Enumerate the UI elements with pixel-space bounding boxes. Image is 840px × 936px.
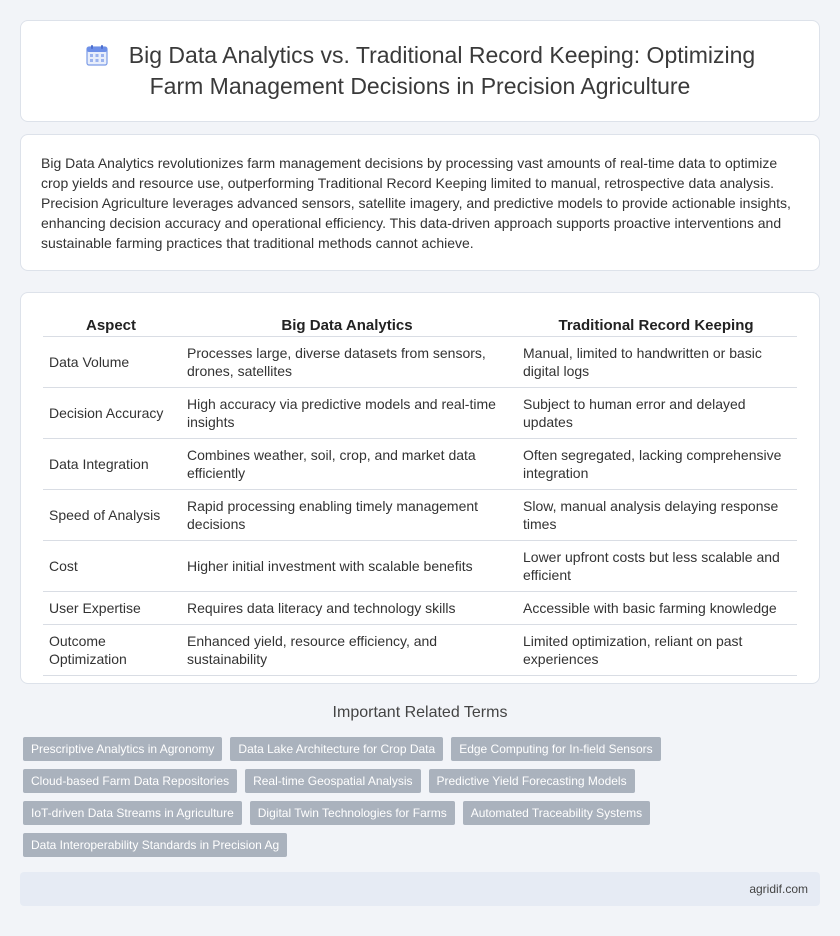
table-row [43, 388, 797, 439]
related-tag[interactable]: Digital Twin Technologies for Farms [250, 801, 455, 825]
calendar-icon [85, 43, 109, 67]
row-big-data: Requires data literacy and technology skills [179, 592, 515, 625]
related-tag[interactable]: Data Lake Architecture for Crop Data [230, 737, 443, 761]
row-traditional: Lower upfront costs but less scalable and efficient [515, 541, 797, 592]
related-tag[interactable]: Data Interoperability Standards in Precision Ag [23, 833, 287, 857]
row-traditional: Often segregated, lacking comprehensive integration [515, 439, 797, 490]
table-row [43, 625, 797, 676]
intro-paragraph: Big Data Analytics revolutionizes farm management decisions by processing vast amounts of real-time data to optimize crop yields and resource use, outperforming Traditional Record Keeping limited to manual, retrospective data analysis. Precision Agriculture leverages advanced sensors, satellite imagery, and predictive models to provide actionable insights, enhancing decision accuracy and operational efficiency. This data-driven approach supports proactive interventions and sustainable farming practices that traditional methods cannot achieve. [41, 155, 791, 251]
related-terms-heading: Important Related Terms [332, 704, 508, 721]
page-title [61, 40, 779, 102]
table-row [43, 439, 797, 490]
table-row [43, 490, 797, 541]
related-terms-tags [23, 737, 813, 857]
header-card [20, 20, 820, 122]
row-big-data: Rapid processing enabling timely management decisions [179, 490, 515, 541]
table-row [43, 541, 797, 592]
comparison-table-card [20, 292, 820, 684]
row-traditional: Accessible with basic farming knowledge [515, 592, 797, 625]
row-traditional: Limited optimization, reliant on past experiences [515, 625, 797, 676]
header-traditional: Traditional Record Keeping [515, 313, 797, 337]
related-tag[interactable]: Prescriptive Analytics in Agronomy [23, 737, 222, 761]
related-tag[interactable]: Cloud-based Farm Data Repositories [23, 769, 237, 793]
row-aspect: Cost [43, 541, 179, 592]
row-big-data: Processes large, diverse datasets from sensors, drones, satellites [179, 337, 515, 388]
table-header-row [43, 313, 797, 337]
intro-card [20, 134, 820, 271]
table-row [43, 592, 797, 625]
footer-site-link[interactable]: agridif.com [749, 882, 808, 896]
related-tag[interactable]: Real-time Geospatial Analysis [245, 769, 420, 793]
row-aspect: Outcome Optimization [43, 625, 179, 676]
related-tag[interactable]: Edge Computing for In-field Sensors [451, 737, 660, 761]
row-big-data: Combines weather, soil, crop, and market data efficiently [179, 439, 515, 490]
row-traditional: Subject to human error and delayed updates [515, 388, 797, 439]
footer [20, 872, 820, 906]
header-aspect: Aspect [43, 313, 179, 337]
row-big-data: Higher initial investment with scalable benefits [179, 541, 515, 592]
related-tag[interactable]: IoT-driven Data Streams in Agriculture [23, 801, 242, 825]
row-aspect: User Expertise [43, 592, 179, 625]
row-traditional: Slow, manual analysis delaying response times [515, 490, 797, 541]
comparison-table [43, 313, 797, 676]
row-aspect: Speed of Analysis [43, 490, 179, 541]
related-tag[interactable]: Predictive Yield Forecasting Models [429, 769, 635, 793]
row-aspect: Decision Accuracy [43, 388, 179, 439]
row-traditional: Manual, limited to handwritten or basic digital logs [515, 337, 797, 388]
row-big-data: High accuracy via predictive models and real-time insights [179, 388, 515, 439]
row-aspect: Data Integration [43, 439, 179, 490]
header-big-data: Big Data Analytics [179, 313, 515, 337]
row-big-data: Enhanced yield, resource efficiency, and sustainability [179, 625, 515, 676]
page-title-text: Big Data Analytics vs. Traditional Record Keeping: Optimizing Farm Management Decisions in Precision Agriculture [128, 42, 756, 99]
table-row [43, 337, 797, 388]
related-tag[interactable]: Automated Traceability Systems [463, 801, 650, 825]
row-aspect: Data Volume [43, 337, 179, 388]
